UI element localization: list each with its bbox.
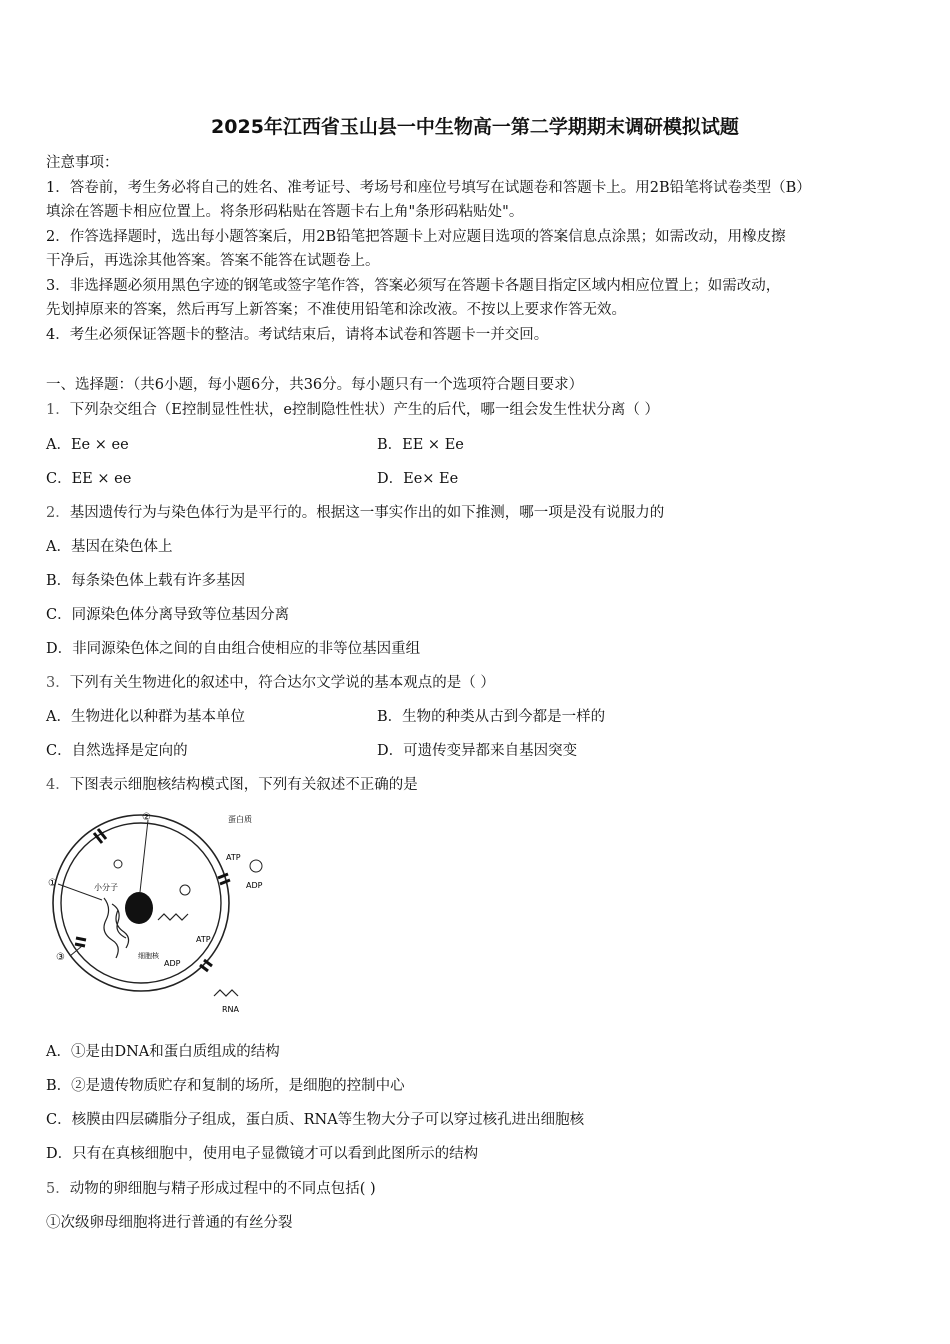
- nuclear-pore: [200, 960, 212, 971]
- question-3: [46, 674, 495, 692]
- nucleolus: [125, 892, 153, 924]
- question-stem: 下列杂交组合（E控制显性性状，e控制隐性性状）产生的后代，哪一组会发生性状分离（ ）: [69, 402, 660, 418]
- nuclear-pore: [94, 829, 106, 843]
- label-2: ②: [142, 812, 151, 823]
- q4-option-d: D．只有在真核细胞中，使用电子显微镜才可以看到此图所示的结构: [46, 1146, 479, 1162]
- q3-option-b: B．生物的种类从古到今都是一样的: [377, 709, 606, 725]
- small-molecule-label: 小分子: [94, 883, 118, 892]
- question-number: 3．: [46, 675, 70, 691]
- notice-line: 2．作答选择题时，选出每小题答案后，用2B铅笔把答题卡上对应题目选项的答案信息点涂黑；如需改动，用橡皮擦: [46, 229, 786, 245]
- q3-option-c: C．自然选择是定向的: [46, 743, 188, 759]
- label-2-pointer: [140, 820, 148, 892]
- chromatin: [104, 898, 129, 958]
- q3-option-a: A．生物进化以种群为基本单位: [46, 709, 245, 725]
- question-5: [46, 1180, 376, 1198]
- notice-line: 1．答卷前，考生务必将自己的姓名、准考证号、考场号和座位号填写在试题卷和答题卡上。用2B铅笔将试卷类型（B）: [46, 180, 811, 196]
- question-stem: 动物的卵细胞与精子形成过程中的不同点包括( ): [69, 1181, 376, 1197]
- nucleus-diagram: [46, 808, 286, 1018]
- question-4: [46, 776, 418, 794]
- adp-label-bottom: ADP: [164, 959, 181, 968]
- q2-option-c: C．同源染色体分离导致等位基因分离: [46, 607, 290, 623]
- q4-option-a: A．①是由DNA和蛋白质组成的结构: [46, 1044, 280, 1060]
- atp-label-top: ATP: [226, 853, 241, 862]
- question-number: 4．: [46, 777, 70, 793]
- q4-option-c: C．核膜由四层磷脂分子组成，蛋白质、RNA等生物大分子可以穿过核孔进出细胞核: [46, 1112, 585, 1128]
- notice-heading: 注意事项：: [46, 155, 119, 171]
- rna-chain: [158, 914, 188, 920]
- question-number: 2．: [46, 505, 70, 521]
- q1-option-d: D．Ee× Ee: [377, 471, 459, 487]
- q3-option-d: D．可遗传变异都来自基因突变: [377, 743, 578, 759]
- notice-line: 3．非选择题必须用黑色字迹的钢笔或签字笔作答，答案必须写在答题卡各题目指定区域内相应位置上；如需改动，: [46, 278, 781, 294]
- adp-label-top: ADP: [246, 881, 263, 890]
- page-title: 2025年江西省玉山县一中生物高一第二学期期末调研模拟试题: [211, 116, 739, 138]
- q2-option-b: B．每条染色体上载有许多基因: [46, 573, 246, 589]
- protein-label: 蛋白质: [228, 815, 252, 824]
- q2-option-d: D．非同源染色体之间的自由组合使相应的非等位基因重组: [46, 641, 421, 657]
- protein-molecule: [250, 860, 262, 872]
- question-2: [46, 504, 664, 522]
- question-number: 1．: [46, 402, 70, 418]
- notice-line: 4．考生必须保证答题卡的整洁。考试结束后，请将本试卷和答题卡一并交回。: [46, 327, 549, 343]
- rna-chain: [214, 990, 238, 996]
- q5-item-1: ①次级卵母细胞将进行普通的有丝分裂: [46, 1215, 293, 1231]
- section-heading: 一、选择题：（共6小题，每小题6分，共36分。每小题只有一个选项符合题目要求）: [46, 377, 584, 393]
- question-number: 5．: [46, 1181, 70, 1197]
- q1-option-b: B．EE × Ee: [377, 437, 464, 453]
- nuclear-pore: [218, 874, 230, 884]
- q2-option-a: A．基因在染色体上: [46, 539, 173, 555]
- question-stem: 基因遗传行为与染色体行为是平行的。根据这一事实作出的如下推测，哪一项是没有说服力的: [69, 505, 665, 521]
- label-3: ③: [56, 952, 65, 963]
- atp-label-bottom: ATP: [196, 935, 211, 944]
- notice-line: 干净后，再选涂其他答案。答案不能答在试题卷上。: [46, 253, 380, 269]
- label-1: ①: [48, 878, 57, 889]
- q4-option-b: B．②是遗传物质贮存和复制的场所，是细胞的控制中心: [46, 1078, 405, 1094]
- rna-label: RNA: [222, 1005, 240, 1014]
- molecule-circle: [180, 885, 190, 895]
- question-stem: 下列有关生物进化的叙述中，符合达尔文学说的基本观点的是（ ）: [69, 675, 495, 691]
- molecule-circle: [114, 860, 122, 868]
- notice-line: 填涂在答题卡相应位置上。将条形码粘贴在答题卡右上角"条形码粘贴处"。: [46, 204, 524, 220]
- nuclear-pore: [75, 938, 86, 946]
- q1-option-c: C．EE × ee: [46, 471, 132, 487]
- question-stem: 下图表示细胞核结构模式图，下列有关叙述不正确的是: [69, 777, 418, 793]
- notice-line: 先划掉原来的答案，然后再写上新答案；不准使用铅笔和涂改液。不按以上要求作答无效。: [46, 302, 626, 318]
- q1-option-a: A．Ee × ee: [46, 437, 129, 453]
- nucleoplasm-label: 细胞核: [138, 952, 159, 960]
- question-1: [46, 401, 659, 419]
